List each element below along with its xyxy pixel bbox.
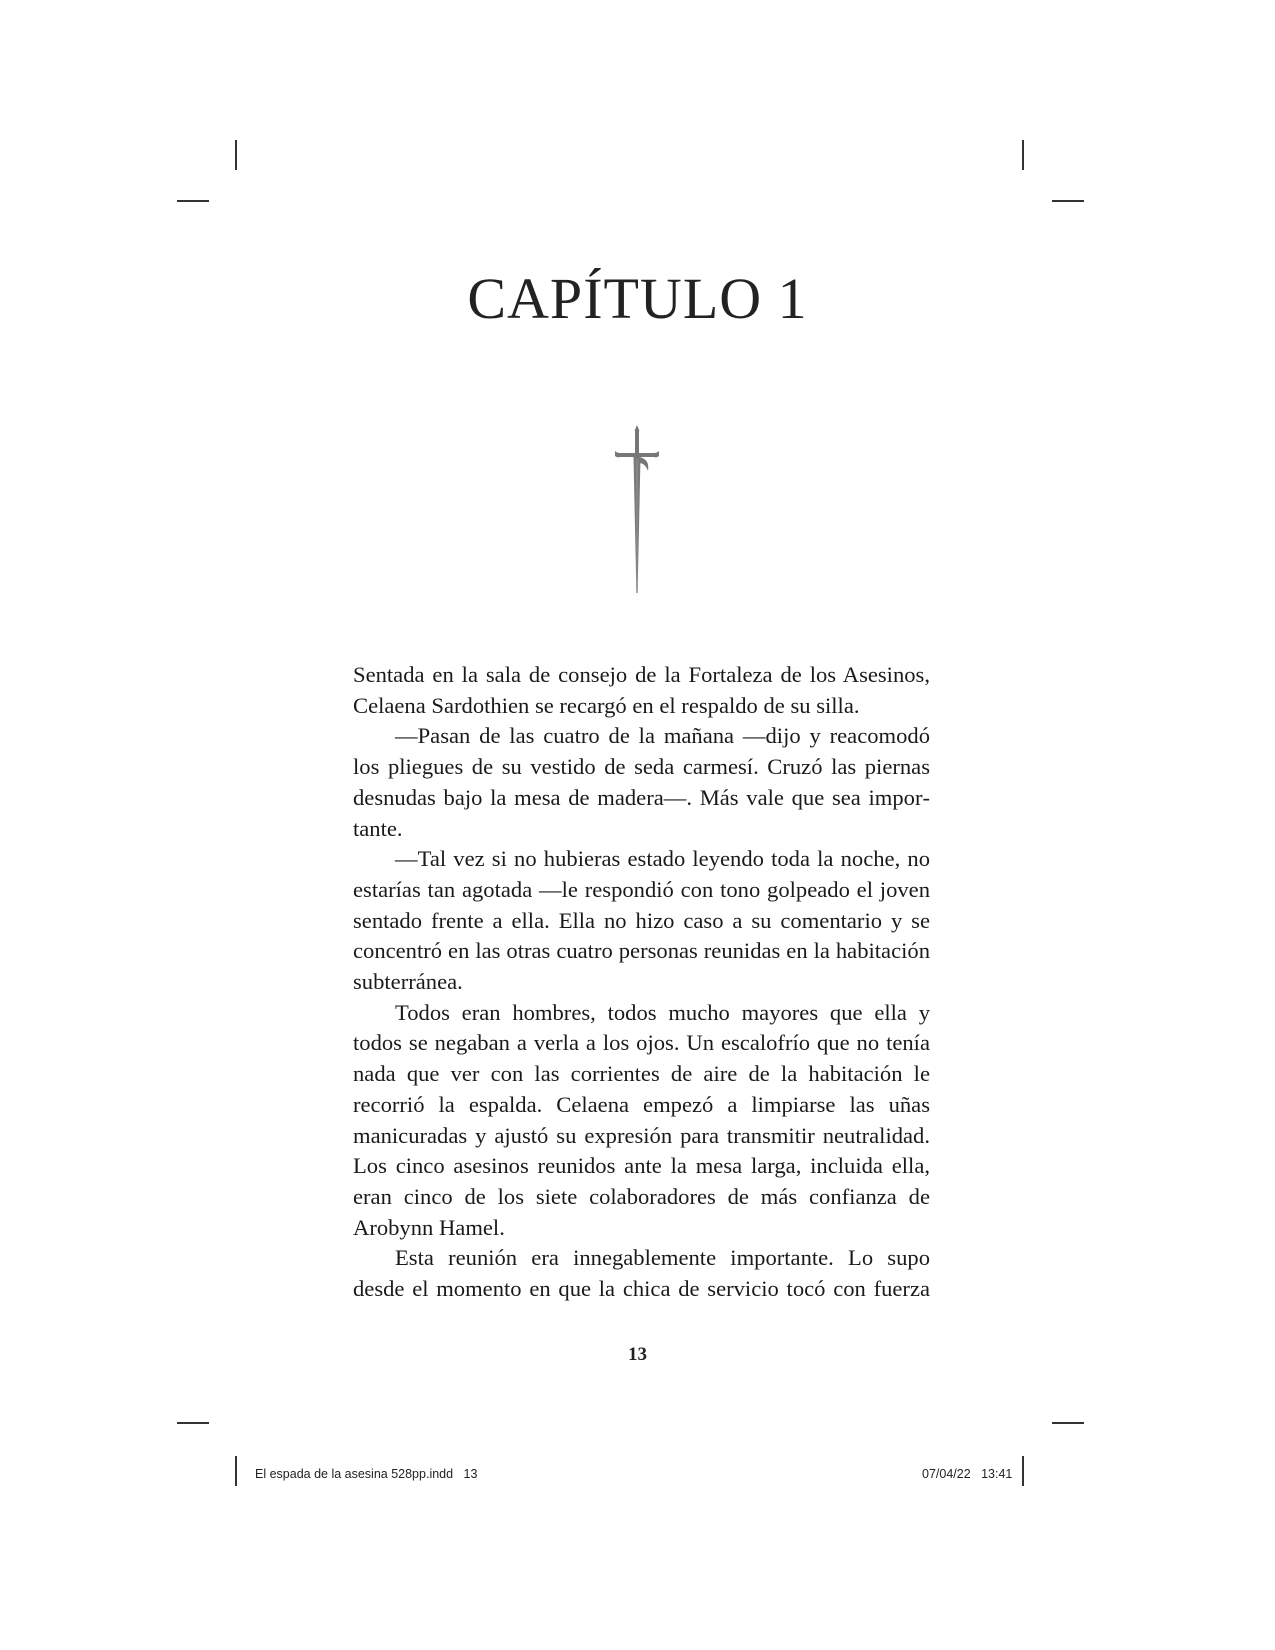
crop-mark-top-right-horizontal — [1052, 200, 1084, 202]
crop-mark-top-right-vertical — [1022, 140, 1024, 170]
paragraph: —Pasan de las cuatro de la mañana —dijo y reacomodó los pliegues de su vestido de seda carmesí. Cruzó las piernas desnudas bajo la mesa de madera—. Más vale que sea importante. — [353, 723, 930, 841]
print-slug-datetime: 07/04/22 13:41 — [922, 1467, 1013, 1481]
page-number: 13 — [628, 1344, 647, 1365]
paragraph: Esta reunión era innegablemente importante. Lo supo desde el momento en que la chica de servicio tocó con fuerza — [353, 1245, 930, 1302]
crop-mark-bottom-left-horizontal — [177, 1422, 209, 1424]
crop-mark-top-left-horizontal — [177, 200, 209, 202]
paragraph: Todos eran hombres, todos mucho mayores que ella y todos se negaban a verla a los ojos. Un escalofrío que no tenía nada que ver con las corrientes de aire de la habitación le recorrió la espalda. Celaena empezó a limpiarse las uñas manicuradas y ajustó su expresión para transmitir neutralidad. Los cinco asesinos reunidos ante la mesa larga, incluida ella, eran cinco de los siete colaboradores de más confianza de Arobynn Hamel. — [353, 999, 930, 1240]
crop-mark-bottom-left-vertical — [235, 1456, 237, 1486]
chapter-title: CAPÍTULO 1 — [467, 266, 808, 331]
paragraph: Sentada en la sala de consejo de la Fortaleza de los Asesinos, Celaena Sardothien se recargó en el respaldo de su silla. — [353, 662, 930, 718]
crop-mark-bottom-right-vertical — [1022, 1456, 1024, 1486]
print-slug-filename: El espada de la asesina 528pp.indd 13 — [255, 1467, 478, 1481]
crop-mark-top-left-vertical — [235, 140, 237, 170]
chapter-body — [353, 660, 930, 1305]
crop-mark-bottom-right-horizontal — [1052, 1422, 1084, 1424]
dagger-icon — [612, 425, 662, 595]
paragraph: —Tal vez si no hubieras estado leyendo toda la noche, no estarías tan agotada —le respondió con tono golpeado el joven sentado frente a ella. Ella no hizo caso a su comentario y se concentró en las otras cuatro personas reunidas en la habitación subterránea. — [353, 846, 930, 995]
